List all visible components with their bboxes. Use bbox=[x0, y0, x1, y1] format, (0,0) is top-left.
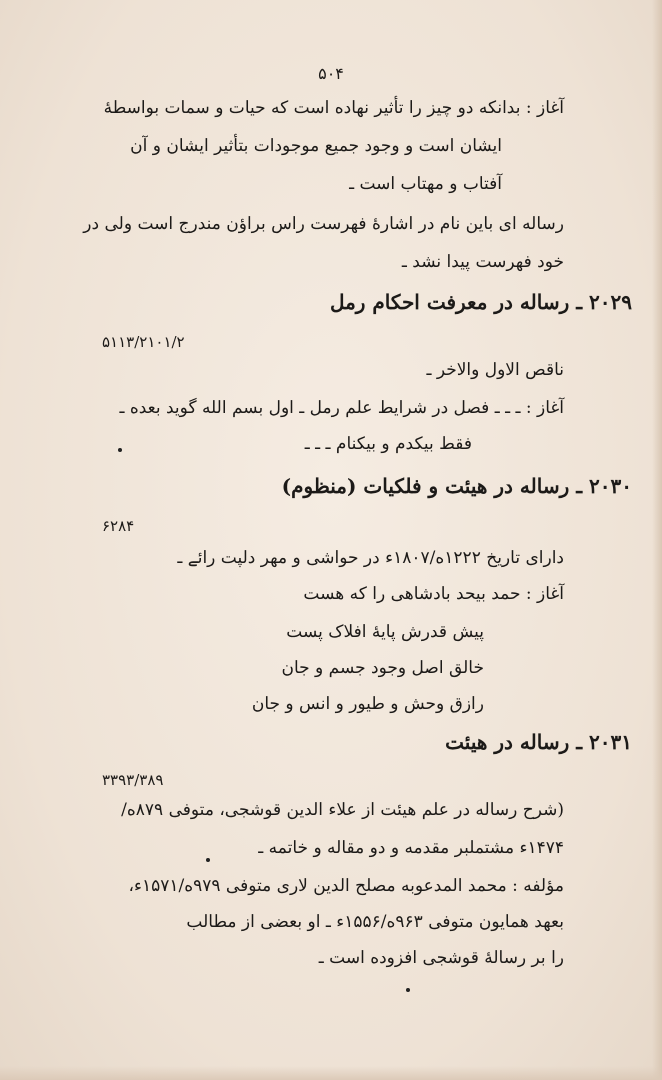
page-number: ۵۰۴ bbox=[318, 64, 344, 83]
text-line: ناقص الاول والاخر ـ bbox=[426, 360, 564, 380]
entry-heading: ۲۰۳۱ ـ رساله در هیئت bbox=[445, 730, 632, 754]
text-line: آغاز : ـ ـ ـ فصل در شرایط علم رمل ـ اول بسم الله گوید بعده ـ bbox=[119, 398, 564, 418]
text-line: بعهد همایون متوفی ۹۶۳ه/۱۵۵۶ء ـ او بعضی از مطالب bbox=[186, 912, 564, 932]
text-line: دارای تاریخ ۱۲۲۲ه/۱۸۰۷ء در حواشی و مهر دلپت رائے ـ bbox=[177, 548, 564, 568]
manuscript-number: ۶۲۸۴ bbox=[102, 517, 135, 535]
manuscript-number: ۵۱۱۳/۲۱۰۱/۲ bbox=[102, 333, 185, 351]
text-line: را بر رسالهٔ قوشجی افزوده است ـ bbox=[318, 948, 564, 968]
text-line: مؤلفه : محمد المدعوبه مصلح الدین لاری متوفی ۹۷۹ه/۱۵۷۱ء، bbox=[128, 876, 564, 896]
text-line: فقط بیکدم و بیکنام ـ ـ ـ bbox=[304, 434, 472, 454]
verse-line: پیش قدرش پایهٔ افلاک پست bbox=[286, 622, 484, 642]
entry-heading: ۲۰۲۹ ـ رساله در معرفت احکام رمل bbox=[329, 290, 632, 314]
text-line: ایشان است و وجود جمیع موجودات بتأثیر ایشان و آن bbox=[130, 136, 502, 156]
ink-speck bbox=[206, 858, 210, 862]
manuscript-number: ۳۳۹۳/۳۸۹ bbox=[102, 771, 164, 789]
text-line: رساله ای باین نام در اشارهٔ فهرست راس براؤن مندرج است ولی در bbox=[83, 214, 564, 234]
verse-line: خالق اصل وجود جسم و جان bbox=[281, 658, 484, 678]
entry-heading: ۲۰۳۰ ـ رساله در هیئت و فلکیات (منظوم) bbox=[281, 474, 632, 498]
page-bottom-shadow bbox=[0, 1066, 662, 1080]
text-line: آفتاب و مهتاب است ـ bbox=[349, 174, 502, 194]
page-edge-shadow bbox=[652, 0, 662, 1080]
verse-line: آغاز : حمد بیحد بادشاهی را که هست bbox=[303, 584, 564, 604]
text-line: (شرح رساله در علم هیئت از علاء الدین قوشجی، متوفی ۸۷۹ه/ bbox=[121, 800, 564, 820]
ink-speck bbox=[406, 988, 410, 992]
text-line: ۱۴۷۴ء مشتملبر مقدمه و دو مقاله و خاتمه ـ bbox=[258, 838, 564, 858]
text-line: خود فهرست پیدا نشد ـ bbox=[401, 252, 564, 272]
text-line: آغاز : بدانکه دو چیز را تأثیر نهاده است که حیات و سمات بواسطهٔ bbox=[103, 98, 564, 118]
ink-speck bbox=[118, 448, 122, 452]
verse-line: رازق وحش و طیور و انس و جان bbox=[251, 694, 484, 714]
